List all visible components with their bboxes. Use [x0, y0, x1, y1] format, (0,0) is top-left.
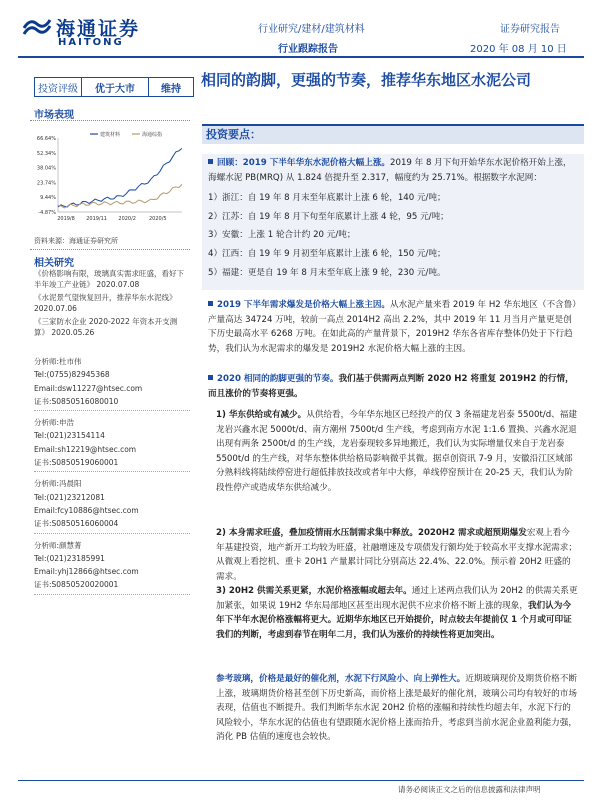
analyst-email[interactable]: Email:dsw11227@htsec.com — [34, 383, 143, 393]
y-tick-label: 52.34% — [36, 150, 56, 157]
logo-english: HAITONG — [58, 37, 124, 48]
disclaimer-footer: 请务必阅读正文之后的信息披露和法律声明 — [398, 785, 541, 794]
analyst-card: 分析师:申浩 Tel:(021)23154114 Email:sh12219@htsec.com 证书:S0850519060001 — [34, 416, 190, 472]
analyst-email[interactable]: Email:fcy10886@htsec.com — [34, 505, 139, 515]
x-tick-label: 2019/8 — [57, 216, 75, 222]
x-tick-label: 2020/2 — [118, 216, 136, 222]
report-date: 2020 年 08 月 10 日 — [470, 44, 567, 55]
paragraph-demand: 2019 下半年需求爆发是价格大幅上涨主因。从水泥产量来看 2019 年 H2 华东地区（不含鲁）产量高达 34724 万吨，较前一高点 2014H2 高出 2.2%，其中 2019 年 11 月当月产量更是创下历史最高水平 6268 万吨。在如此高的产量背景下，2019H2 华东各省库存整体仍处于下行趋势，我们认为水泥需求的爆发是 2019H2 水泥价格大幅上涨的主因。 — [208, 300, 577, 354]
list-item: 4）江西：自 19 年 9 月初至年底累计上涨 6 轮，150 元/吨； — [208, 248, 446, 259]
related-item[interactable]: 《三家防水企业 2020-2022 年资本开支测算》 2020.05.26 — [34, 317, 178, 337]
report-category: 行业研究/建材/建筑材料 — [258, 24, 365, 35]
paragraph-review: 回顾：2019 下半年华东水泥价格大幅上涨。2019 年 8 月下旬开始华东水泥价格开始上涨，海螺水泥 PB(MRQ) 从 1.824 倍提升至 2.317，幅度约为 25.71%。根据数字水泥网： 1）浙江：自 19 年 8 月末至年底累计上涨 6 轮，140 元/吨； 2）江苏：自 19 年 8 月下旬至年底累计上涨 4 轮，95 元/吨； 3）安徽：上涨 1 轮合计约 20 元/吨； 4）江西：自 19 年 9 月初至年底累计上涨 6 轮，150 元/吨； 5）福建：更是自 19 年 8 月末至年底上涨 9 轮，230 元/吨。 — [208, 156, 578, 280]
rating-value: 优于大市 — [82, 78, 149, 96]
legend-label: 建筑材料 — [100, 132, 121, 138]
related-research-list — [34, 268, 190, 340]
legend-label: 海通综指 — [142, 132, 163, 138]
y-tick-label: 9.44% — [40, 195, 56, 202]
paragraph-glass: 参考玻璃，价格是最好的催化剂，水泥下行风险小、向上弹性大。近期玻璃现价及期货价格不断上涨，玻璃期货价格甚至创下历史新高，而价格上涨是最好的催化剂，玻璃公司均有较好的市场表现，估值也不断提升。我们判断华东水泥 20H2 价格的涨幅和持续性均超去年，水泥下行的风险较小，华东水泥的估值也有望跟随水泥价格上涨而抬升，考虑到当前水泥企业盈利能力强，消化 PB 估值的速度也会较快。 — [216, 674, 577, 743]
bullet-icon — [208, 159, 213, 164]
logo-chinese: 海通证券 — [56, 18, 141, 40]
analyst-email[interactable]: Email:yhj12866@htsec.com — [34, 567, 139, 577]
y-tick-label: -4.87% — [38, 210, 56, 216]
list-item: 3）安徽：上涨 1 轮合计约 20 元/吨； — [208, 230, 356, 241]
price-list — [208, 191, 578, 280]
analyst-card: 分析师:颜慧菁 Tel:(021)23185991 Email:yhj12866@htsec.com 证书:S0850520020001 — [34, 539, 190, 595]
header-divider — [18, 56, 584, 58]
rating-label: 投资评级 — [35, 78, 82, 96]
market-performance-chart — [32, 128, 190, 228]
related-item[interactable]: 《水泥景气望恢复回升，推荐华东水泥线》 2020.07.06 — [34, 293, 177, 313]
market-divider — [30, 120, 190, 121]
related-item[interactable]: 《价格影响有限，玻璃真实需求旺盛，看好下半年竣工产业链》 2020.07.08 — [34, 269, 184, 289]
investment-rating — [34, 77, 194, 97]
footer-divider — [18, 780, 584, 781]
market-section-title: 市场表现 — [34, 110, 74, 121]
paragraph-tight-supply: 3) 20H2 供需关系更紧，水泥价格涨幅或超去年。通过上述两点我们认为 20H2 的供需关系更加紧张，如果说 19H2 华东局部地区甚至出现水泥供不应求价格不断上涨的现象，我们认为今年下半年水泥价格涨幅将更大。近期华东地区已开始提价，时点较去年提前仅 1 个月或可印证我们的判断，考虑到春节在明年二月，我们认为涨价的持续性将更加突出。 — [216, 586, 578, 640]
x-tick-label: 2019/11 — [86, 216, 107, 222]
paragraph-rhythm: 2020 相同的韵脚更强的节奏。我们基于供需两点判断 2020 H2 将重复 2019H2 的行情，而且涨价的节奏将更强。 — [208, 374, 574, 399]
left-divider — [30, 249, 190, 250]
key-points-title: 投资要点： — [206, 128, 261, 141]
y-tick-label: 23.74% — [36, 180, 56, 187]
report-kind: 证券研究报告 — [500, 24, 560, 35]
analyst-card: 分析师:杜市伟 Tel:(0755)82945368 Email:dsw11227@htsec.com 证书:S0850516080010 — [34, 355, 190, 411]
report-title: 相同的韵脚，更强的节奏，推荐华东地区水泥公司 — [201, 71, 532, 89]
report-type: 行业跟踪报告 — [278, 44, 338, 55]
y-tick-label: 66.64% — [36, 136, 56, 142]
y-tick-label: 38.04% — [36, 165, 56, 172]
related-research-title: 相关研究 — [34, 258, 74, 269]
series-line-building-materials — [58, 148, 182, 207]
paragraph-supply: 1) 华东供给或有减少。从供给看，今年华东地区已经投产的仅 3 条福建龙岩泰 5500t/d、福建龙岩兴鑫水泥 5000t/d、南方潮州 7500t/d 生产线，考虑到南方水泥 1:1.6 置换、兴鑫水泥退出现有两条 2500t/d 的生产线，龙岩泰现较多异地搬迁，我们认为实际增量仅来自于龙岩泰 5500t/d 的生产线，对华东整体供给格局影响微乎其微。据卓创资讯 7-9 月，安徽沿江区域部分熟料线将陆续停窑进行超低排放技改或者年中大修，单线停窑预计在 20-25 天，我们认为阶段性停产或造成华东供给减少。 — [216, 410, 577, 493]
paragraph-demand-strong: 2) 本身需求旺盛，叠加疫情雨水压制需求集中释放。2020H2 需求或超预期爆发宏观上看今年基建投资，地产新开工均较为旺盛，社融增速及专项债发行额均处于较高水平支撑水泥需求；从微观上看挖机、重卡 20H1 产量累计同比分别高达 22.4%、22.0%。预示着 20H2 旺盛的需求。 — [216, 528, 577, 582]
chart-source: 资料来源：海通证券研究所 — [34, 237, 118, 245]
list-item: 1）浙江：自 19 年 8 月末至年底累计上涨 6 轮，140 元/吨； — [208, 193, 446, 204]
x-tick-label: 2020/5 — [149, 216, 167, 222]
bullet-icon — [208, 375, 213, 380]
bullet-icon — [208, 301, 213, 306]
rating-change: 维持 — [161, 83, 181, 95]
haitong-logo-icon — [22, 14, 52, 38]
analyst-list — [34, 355, 190, 600]
analyst-card: 分析师:冯晨阳 Tel:(021)23212081 Email:fcy10886@htsec.com 证书:S0850516060004 — [34, 477, 190, 533]
list-item: 5）福建：更是自 19 年 8 月末至年底上涨 9 轮，230 元/吨。 — [208, 267, 446, 278]
list-item: 2）江苏：自 19 年 8 月下旬至年底累计上涨 4 轮，95 元/吨； — [208, 211, 449, 222]
analyst-email[interactable]: Email:sh12219@htsec.com — [34, 444, 137, 454]
